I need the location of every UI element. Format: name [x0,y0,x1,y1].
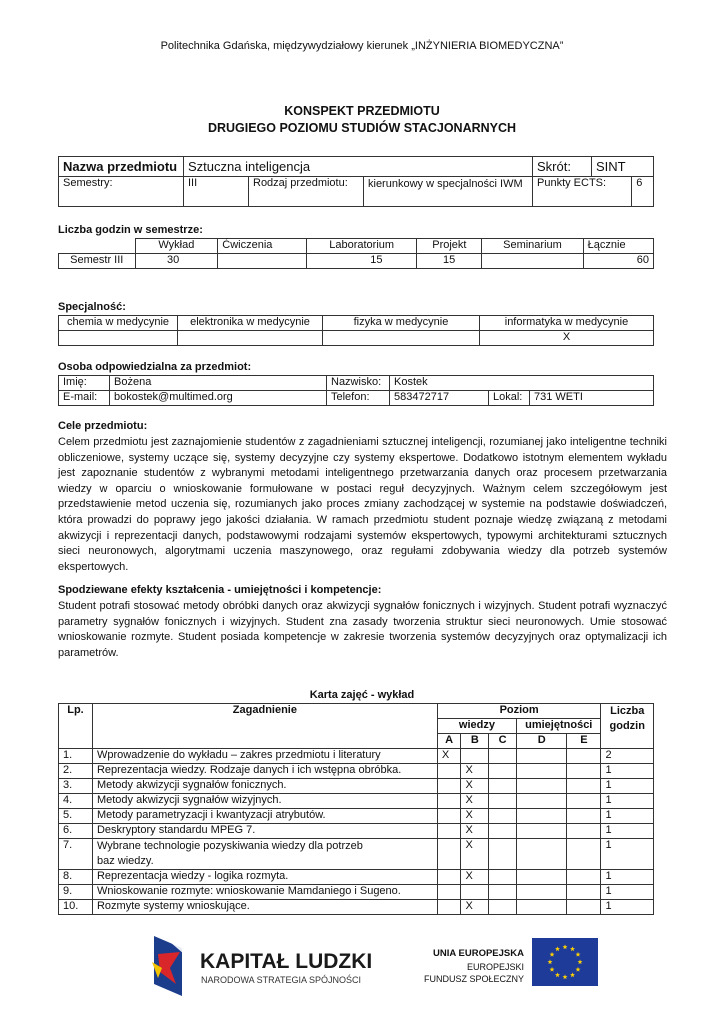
row-level-mark [567,779,601,794]
row-topic: Metody parametryzacji i kwantyzacji atrybutów. [92,809,437,824]
row-level-mark [517,824,567,839]
row-topic: Wnioskowanie rozmyte: wnioskowanie Mamdaniego i Sugeno. [92,885,437,900]
row-level-mark: X [437,749,461,764]
document-title-line-2: DRUGIEGO POZIOMU STUDIÓW STACJONARNYCH [207,121,517,135]
row-level-mark [517,839,567,870]
row-level-mark [437,900,461,915]
specialty-val-chemistry [59,331,178,346]
row-level-mark [517,764,567,779]
row-lp: 2. [59,764,93,779]
row-level-mark [517,885,567,900]
semesters-value: III [184,177,249,207]
row-level-mark [489,824,517,839]
specialty-val-physics [323,331,480,346]
row-hours: 1 [601,885,654,900]
goal-heading: Cele przedmiotu: [58,420,148,432]
lecture-col-skills: umiejętności [517,719,601,734]
eu-line2: EUROPEJSKI [466,962,524,972]
eu-flag-icon [532,938,598,986]
row-level-mark [437,809,461,824]
kl-subtitle: NARODOWA STRATEGIA SPÓJNOŚCI [201,975,362,985]
course-type-label: Rodzaj przedmiotu: [249,177,364,207]
person-heading: Osoba odpowiedzialna za przedmiot: [58,361,252,373]
row-topic: Reprezentacja wiedzy. Rodzaje danych i ich wstępna obróbka. [92,764,437,779]
hours-col-exercises: Ćwiczenia [218,239,307,254]
row-level-mark [567,885,601,900]
ects-label: Punkty ECTS: [533,177,632,207]
level-b: B [461,734,489,749]
table-row [59,870,654,885]
level-e: E [567,734,601,749]
row-lp: 8. [59,870,93,885]
room-label: Lokal: [489,391,530,406]
row-hours: 1 [601,809,654,824]
goal-text: Celem przedmiotu jest zaznajomienie studentów z zagadnieniami sztucznej inteligencji, rozumianej jako inteligentne techniki obliczeniowe, systemy uczące się, systemy decyzyjne czy systemy ekspertowe. Dodatkowo istotnym elementem wykładu jest zapoznanie studentów z wybranymi metodami inteligentnego przetwarzania danych oraz procesem przetwarzania wiedzy w oparciu o wnioskowanie formułowane w postaci reguł decyzyjnych. Ważnym celem szczegółowym jest przedstawienie metod uczenia się, rozumianych jako proces zmiany zachodzącej w systemie na podstawie doświadczeń, która prowadzi do poprawy jego jakości działania. W ramach przedmiotu student poznaje wiedzę związaną z metodami akwizycji i reprezentacji danych, podstawowymi rodzajami systemów ekspertowych, typowymi architekturami sztucznych sieci neuronowych, algorytmami uczenia maszynowego, oraz regułami zdobywania wiedzy dla potrzeb systemów ekspertowych. [58,436,667,573]
eu-line3: FUNDUSZ SPOŁECZNY [423,974,524,984]
row-level-mark [517,779,567,794]
course-type-value: kierunkowy w specjalności IWM [364,177,533,207]
lecture-col-topic: Zagadnienie [92,704,437,749]
first-name: Bożena [110,376,327,391]
row-level-mark [567,749,601,764]
page-header: Politechnika Gdańska, międzywydziałowy kierunek „INŻYNIERIA BIOMEDYCZNA” [160,40,564,52]
specialty-val-electronics [178,331,323,346]
kapital-ludzki-emblem-icon [148,932,190,998]
row-topic: Deskryptory standardu MPEG 7. [92,824,437,839]
specialty-heading: Specjalność: [58,301,126,313]
row-level-mark [517,809,567,824]
hours-total: 60 [583,254,653,269]
row-level-mark [461,885,489,900]
hours-col-lab: Laboratorium [306,239,417,254]
hours-seminar [482,254,583,269]
row-level-mark [489,794,517,809]
row-level-mark: X [461,870,489,885]
row-level-mark [567,809,601,824]
hours-exercises [218,254,307,269]
row-level-mark: X [461,839,489,870]
row-level-mark [437,764,461,779]
person-table [58,375,654,406]
row-topic: Rozmyte systemy wnioskujące. [92,900,437,915]
lecture-col-knowledge: wiedzy [437,719,516,734]
hours-lab: 15 [306,254,417,269]
hours-col-project: Projekt [417,239,482,254]
row-level-mark [517,749,567,764]
lecture-col-lp: Lp. [59,704,93,749]
email-label: E-mail: [59,391,110,406]
row-hours: 2 [601,749,654,764]
row-topic: Reprezentacja wiedzy - logika rozmyta. [92,870,437,885]
row-level-mark [517,870,567,885]
row-level-mark [567,824,601,839]
level-a: A [437,734,461,749]
specialty-table [58,315,654,346]
course-name: Sztuczna inteligencja [184,157,533,177]
row-level-mark [567,870,601,885]
row-hours: 1 [601,779,654,794]
row-hours: 1 [601,764,654,779]
row-level-mark [567,839,601,870]
table-row [59,779,654,794]
table-row [59,809,654,824]
row-lp: 9. [59,885,93,900]
table-row [59,885,654,900]
semesters-label: Semestry: [59,177,184,207]
row-lp: 10. [59,900,93,915]
level-d: D [517,734,567,749]
hours-row-label: Semestr III [59,254,136,269]
row-level-mark [567,794,601,809]
row-level-mark [489,900,517,915]
row-level-mark: X [461,794,489,809]
row-hours: 1 [601,794,654,809]
hours-col-seminar: Seminarium [482,239,583,254]
outcomes-heading: Spodziewane efekty kształcenia - umiejętności i kompetencje: [58,584,382,596]
row-topic: Metody akwizycji sygnałów fonicznych. [92,779,437,794]
hours-table [58,238,654,269]
row-level-mark [489,870,517,885]
row-level-mark [437,824,461,839]
lecture-heading: Karta zajęć - wykład [309,689,415,701]
row-level-mark [517,900,567,915]
row-level-mark: X [461,809,489,824]
row-level-mark: X [461,764,489,779]
course-name-label: Nazwa przedmiotu [59,157,184,177]
document-title-line-1: KONSPEKT PRZEDMIOTU [284,104,440,118]
last-name-label: Nazwisko: [327,376,390,391]
row-level-mark [489,764,517,779]
row-topic: Metody akwizycji sygnałów wizyjnych. [92,794,437,809]
table-row [59,824,654,839]
first-name-label: Imię: [59,376,110,391]
row-level-mark [437,779,461,794]
level-c: C [489,734,517,749]
table-row [59,764,654,779]
row-level-mark [489,839,517,870]
table-row [59,900,654,915]
ects-value: 6 [632,177,654,207]
table-row [59,794,654,809]
row-level-mark [567,764,601,779]
specialty-col-chemistry: chemia w medycynie [59,316,178,331]
hours-lecture: 30 [135,254,218,269]
row-level-mark: X [461,900,489,915]
row-topic: Wprowadzenie do wykładu – zakres przedmiotu i literatury [92,749,437,764]
room-value: 731 WETI [530,391,654,406]
course-short: SINT [592,157,654,177]
phone-label: Telefon: [327,391,390,406]
row-level-mark [437,870,461,885]
row-level-mark [517,794,567,809]
row-lp: 5. [59,809,93,824]
row-level-mark: X [461,824,489,839]
specialty-col-electronics: elektronika w medycynie [178,316,323,331]
specialty-val-informatics: X [480,331,654,346]
row-hours: 1 [601,870,654,885]
row-lp: 7. [59,839,93,870]
row-level-mark [437,839,461,870]
specialty-col-physics: fizyka w medycynie [323,316,480,331]
email-value: bokostek@multimed.org [110,391,327,406]
row-level-mark [461,749,489,764]
table-row [59,839,654,870]
row-lp: 3. [59,779,93,794]
row-level-mark [437,885,461,900]
row-hours: 1 [601,839,654,870]
phone-value: 583472717 [390,391,489,406]
row-lp: 6. [59,824,93,839]
row-level-mark [489,885,517,900]
outcomes-text: Student potrafi stosować metody obróbki danych oraz akwizycji sygnałów fonicznych i wizyjnych. Student potrafi wyznaczyć parametry sygnałów fonicznych i wizyjnych. Student zna zasady tworzenia struktur sieci neuronowych. Umie stosować wnioskowanie rozmyte. Student posiada kompetencje w zakresie tworzenia systemów decyzyjnych oraz optymalizacji ich parametrów. [58,600,667,659]
hours-heading: Liczba godzin w semestrze: [58,224,203,236]
hours-col-total: Łącznie [583,239,653,254]
eu-title: UNIA EUROPEJSKA [433,948,524,959]
row-hours: 1 [601,900,654,915]
table-row [59,749,654,764]
hours-col-lecture: Wykład [135,239,218,254]
course-short-label: Skrót: [533,157,592,177]
row-lp: 1. [59,749,93,764]
row-lp: 4. [59,794,93,809]
row-level-mark [489,809,517,824]
hours-project: 15 [417,254,482,269]
specialty-col-informatics: informatyka w medycynie [480,316,654,331]
row-level-mark [489,779,517,794]
lecture-table [58,703,654,915]
last-name: Kostek [390,376,654,391]
row-level-mark: X [461,779,489,794]
row-hours: 1 [601,824,654,839]
row-level-mark [437,794,461,809]
row-level-mark [489,749,517,764]
lecture-col-level: Poziom [437,704,601,719]
kl-title: KAPITAŁ LUDZKI [200,950,373,973]
course-info-table [58,156,654,207]
row-level-mark [567,900,601,915]
row-topic: Wybrane technologie pozyskiwania wiedzy dla potrzeb baz wiedzy. [92,839,437,870]
lecture-col-hours: Liczba godzin [601,704,654,749]
